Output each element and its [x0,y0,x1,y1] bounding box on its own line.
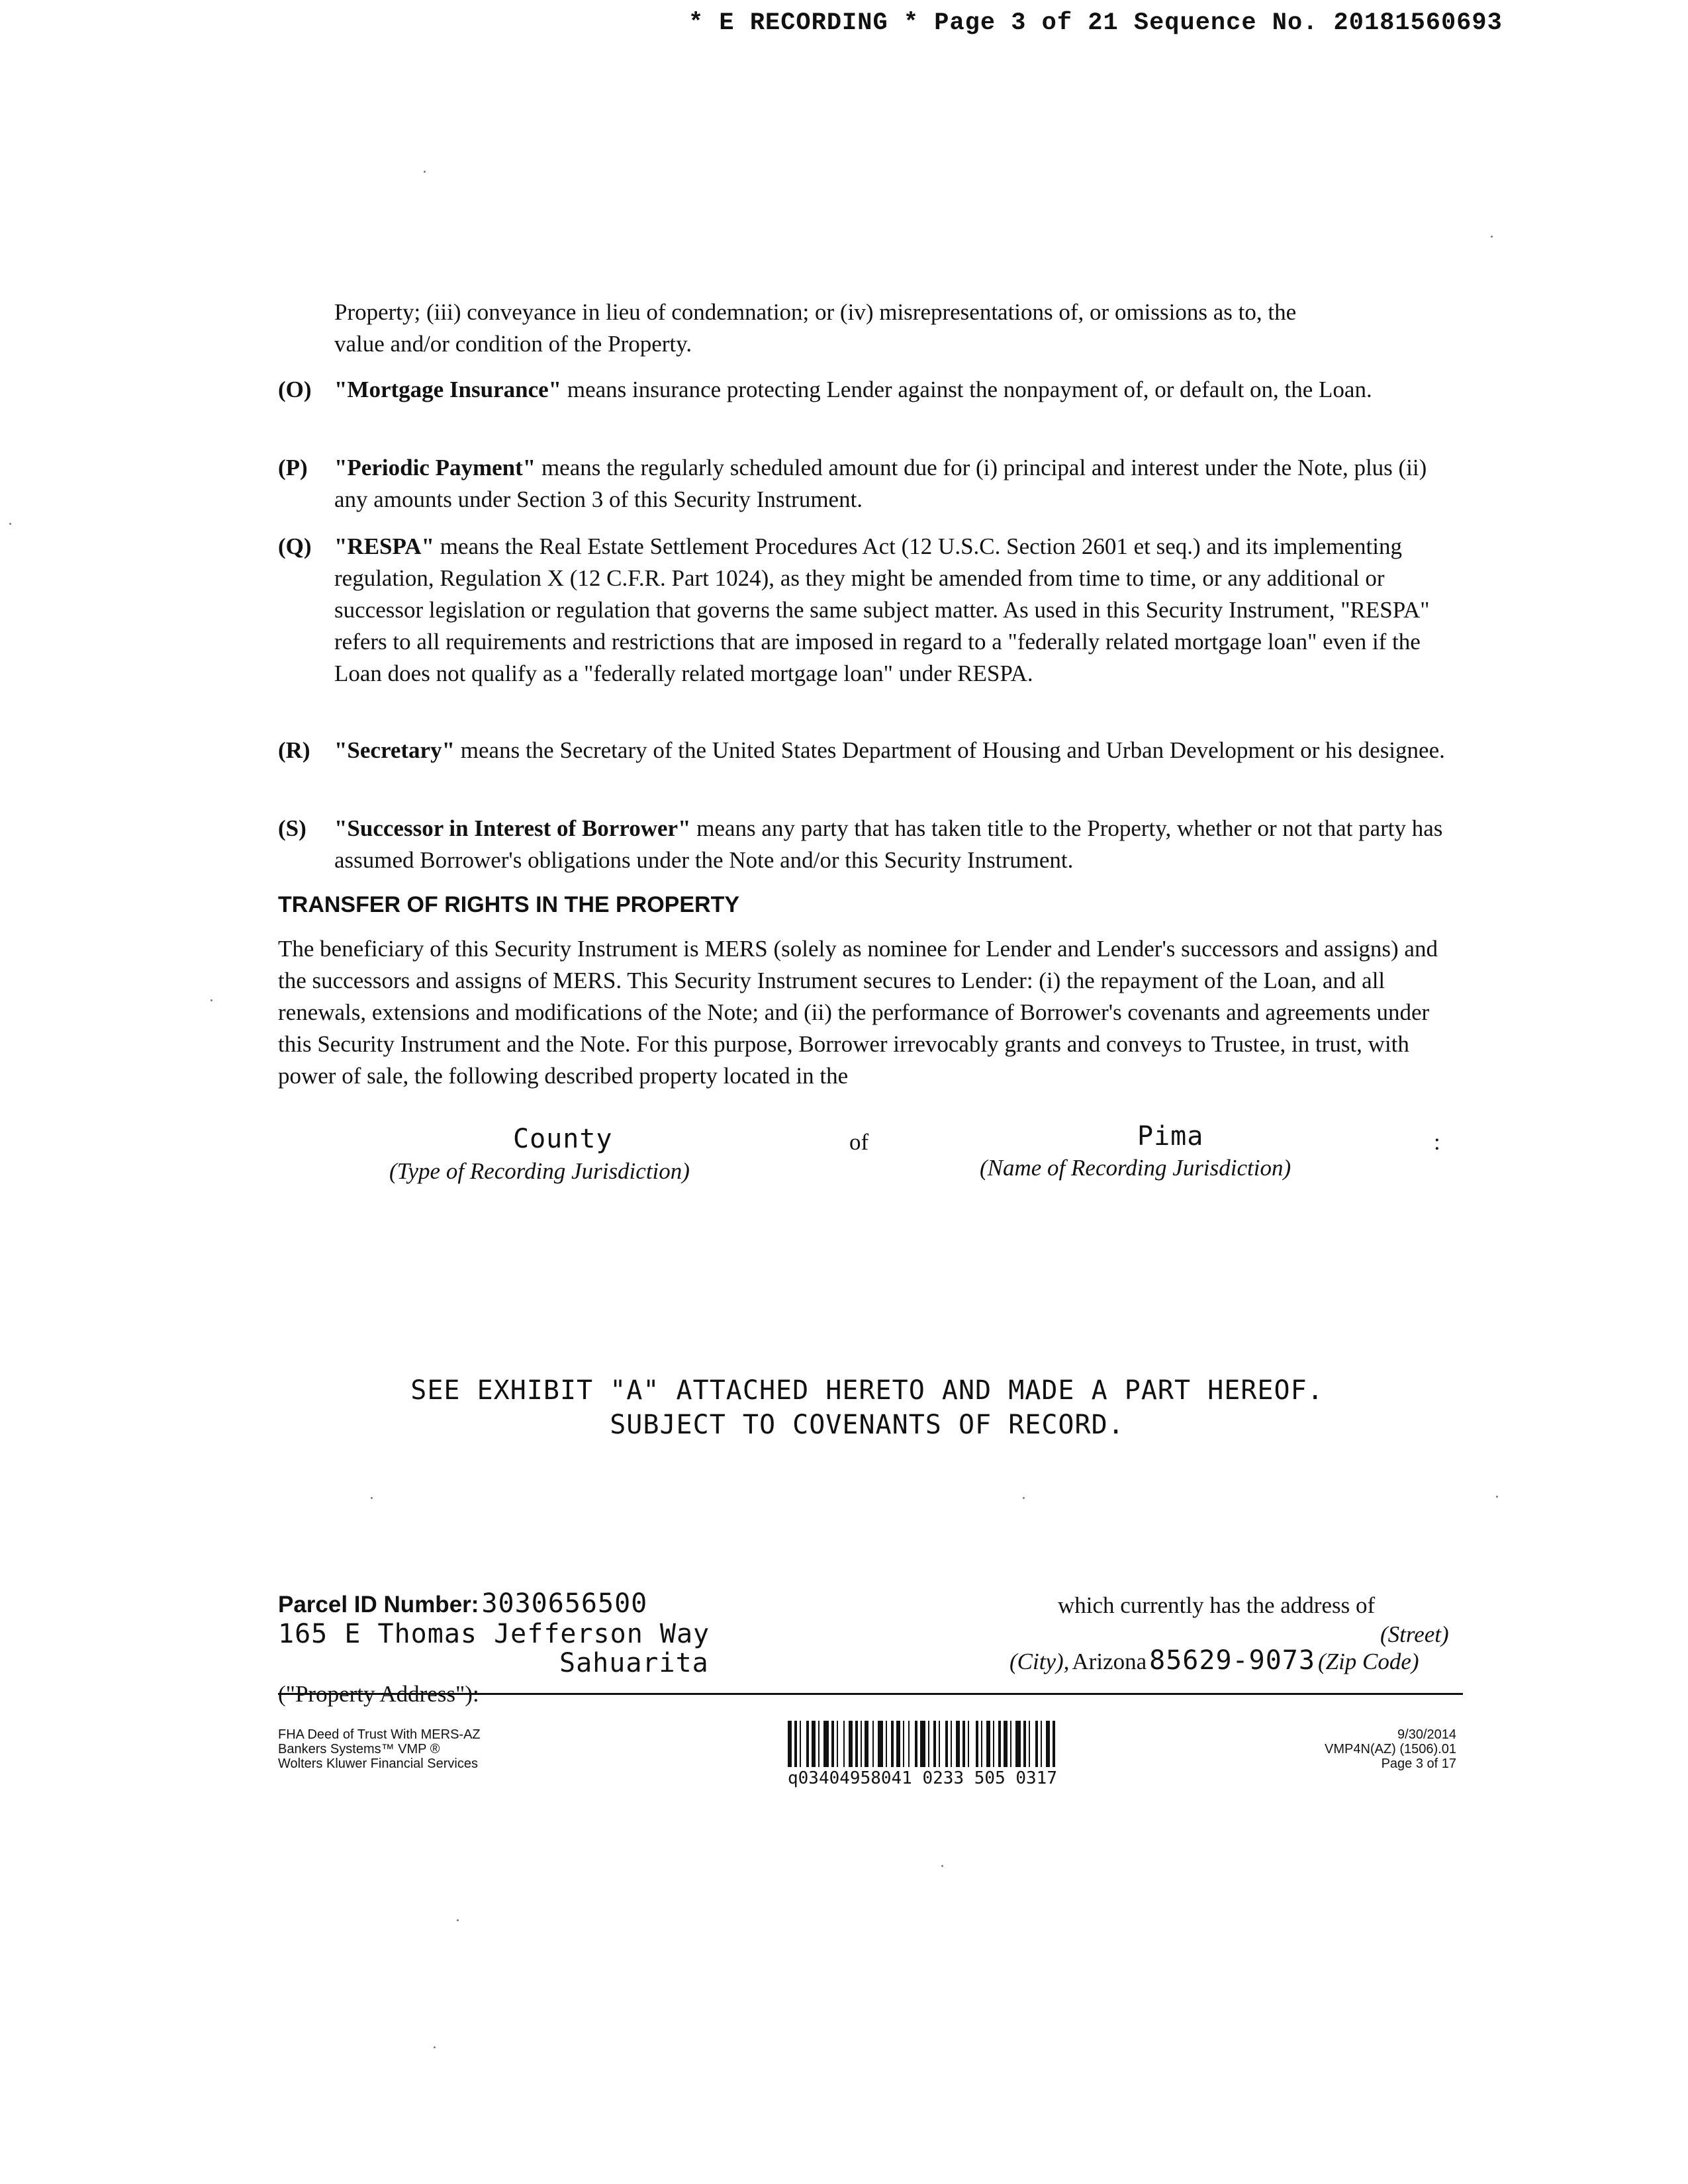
jurisdiction-name-value: Pima [1137,1121,1204,1152]
definition-label: (P) [278,455,308,480]
definition-text: means the Secretary of the United States Department of Housing and Urban Development or his designee. [455,737,1445,763]
of-word: of [849,1129,869,1155]
barcode-bar [1004,1721,1008,1767]
parcel-line [278,1588,647,1619]
barcode-bar [1029,1721,1030,1767]
scan-speck [1491,236,1493,238]
barcode-bar [843,1721,845,1767]
barcode-bar [968,1721,969,1767]
barcode-bar [812,1721,816,1767]
barcode-bar [998,1721,1001,1767]
definition-s [278,813,1463,876]
city-value: Sahuarita [559,1648,709,1678]
barcode-bar [865,1721,868,1767]
barcode-bar [794,1721,797,1767]
form-line-1: FHA Deed of Trust With MERS-AZ [278,1727,481,1742]
definition-term: "RESPA" [334,533,435,559]
street-label: (Street) [1380,1621,1449,1647]
barcode-bar [806,1721,809,1767]
form-page: Page 3 of 17 [1381,1756,1456,1771]
barcode-bar [939,1721,940,1767]
definition-term: "Successor in Interest of Borrower" [334,815,691,841]
transfer-paragraph: The beneficiary of this Security Instrument is MERS (solely as nominee for Lender and Lender's successors and assigns) and the successors and assigns of MERS. This Security Instrument secures to Lender: (i) the repayment of the Loan, and all renewals, extensions and modifications of the Note; and (ii) the performance of Borrower's covenants and agreements under this Security Instrument and the Note. For this purpose, Borrower irrevocably grants and conveys to Trustee, in trust, with power of sale, the following described property located in the [278,936,1438,1089]
scan-speck [941,1865,943,1867]
barcode-bar [861,1721,862,1767]
continuation-text [334,296,1460,360]
definition-term: "Mortgage Insurance" [334,377,562,402]
definition-label: (S) [278,815,306,841]
barcode-bar [878,1721,883,1767]
barcode-bar [872,1721,874,1767]
footer-rule [278,1693,1463,1695]
definition-r [278,735,1463,766]
definition-text: means the Real Estate Settlement Procedures Act (12 U.S.C. Section 2601 et seq.) and its implementing regulation, Regulation X (12 C.F.R. Part 1024), as they might be amended from time to time, or any additional or successor legislation or regulation that governs the same subject matter. As used in this Security Instrument, "RESPA" refers to all requirements and restrictions that are imposed in regard to a "federally related mortgage loan" even if the Loan does not qualify as a "federally related mortgage loan" under RESPA. [334,533,1430,686]
city-label: (City), [1009,1649,1070,1674]
form-date: 9/30/2014 [1397,1727,1456,1742]
definition-label: (O) [278,377,312,402]
definition-text: means insurance protecting Lender against the nonpayment of, or default on, the Loan. [561,377,1372,402]
barcode-bar [1041,1721,1042,1767]
barcode [788,1721,1238,1770]
parcel-label: Parcel ID Number: [278,1592,479,1617]
barcode-bar [945,1721,948,1767]
jurisdiction-type-label: (Type of Recording Jurisdiction) [389,1158,690,1184]
parcel-id: 3030656500 [481,1588,648,1619]
barcode-bar [1015,1721,1021,1767]
form-line-2: Bankers Systems™ VMP ® [278,1742,440,1756]
scan-speck [211,999,212,1001]
scan-speck [9,523,11,525]
exhibit-line-1: SEE EXHIBIT "A" ATTACHED HERETO AND MADE A PART HEREOF. [410,1375,1324,1406]
barcode-bar [903,1721,904,1767]
barcode-bar [986,1721,990,1767]
barcode-bar [886,1721,887,1767]
barcode-bar [908,1721,910,1767]
barcode-bar [823,1721,829,1767]
barcode-bars [788,1721,1238,1767]
scan-speck [434,2046,436,2048]
barcode-bar [1023,1721,1026,1767]
barcode-bar [928,1721,929,1767]
address-intro: which currently has the address of [1058,1592,1376,1618]
state-value: Arizona [1072,1649,1147,1674]
barcode-bar [976,1721,978,1767]
form-code: VMP4N(AZ) (1506).01 [1325,1742,1456,1756]
barcode-bar [1035,1721,1038,1767]
barcode-bar [956,1721,960,1767]
barcode-bar [951,1721,952,1767]
barcode-bar [981,1721,982,1767]
zip-value: 85629-9073 [1149,1645,1315,1676]
scan-speck [457,1919,459,1921]
scan-speck [1496,1496,1498,1498]
property-address-label: ("Property Address"): [278,1681,479,1707]
continuation-line-1: Property; (iii) conveyance in lieu of condemnation; or (iv) misrepresentations of, or omissions as to, the [334,299,1297,325]
barcode-bar [849,1721,853,1767]
barcode-bar [920,1721,925,1767]
section-title: TRANSFER OF RIGHTS IN THE PROPERTY [278,892,740,917]
definition-label: (Q) [278,533,312,559]
jurisdiction-colon: : [1434,1129,1440,1155]
city-state-zip-line [1009,1645,1419,1678]
jurisdiction-type-value: County [513,1124,613,1154]
definition-text: means any party that has taken title to the Property, whether or not that party has assumed Borrower's obligations under the Note and/or this Security Instrument. [334,815,1443,873]
barcode-number: q03404958041 0233 505 0317 [788,1768,1057,1788]
barcode-bar [933,1721,936,1767]
exhibit-line-2: SUBJECT TO COVENANTS OF RECORD. [610,1410,1125,1440]
barcode-bar [896,1721,900,1767]
definition-term: "Secretary" [334,737,455,763]
barcode-bar [837,1721,838,1767]
jurisdiction-name-label: (Name of Recording Jurisdiction) [980,1155,1291,1181]
barcode-bar [831,1721,834,1767]
definition-term: "Periodic Payment" [334,455,536,480]
definition-text: means the regularly scheduled amount due for (i) principal and interest under the Note, plus (ii) any amounts under Section 3 of this Security Instrument. [334,455,1427,512]
barcode-bar [1010,1721,1011,1767]
barcode-bar [915,1721,917,1767]
barcode-bar [788,1721,792,1767]
form-identification [278,1727,481,1771]
recording-stamp: * E RECORDING * Page 3 of 21 Sequence No. 20181560693 [688,9,1503,37]
barcode-bar [993,1721,994,1767]
street-value: 165 E Thomas Jefferson Way [278,1619,710,1649]
barcode-bar [1046,1721,1050,1767]
scan-speck [424,171,426,173]
definition-p [278,452,1463,516]
definition-label: (R) [278,737,310,763]
form-line-3: Wolters Kluwer Financial Services [278,1756,478,1771]
scan-speck [371,1497,373,1499]
form-version [1258,1727,1456,1771]
barcode-bar [891,1721,894,1767]
barcode-bar [855,1721,858,1767]
exhibit-reference [278,1373,1456,1442]
barcode-bar [962,1721,965,1767]
definition-o [278,374,1463,406]
barcode-bar [818,1721,820,1767]
barcode-bar [1053,1721,1055,1767]
continuation-line-2: value and/or condition of the Property. [334,331,692,357]
scan-speck [1023,1497,1025,1499]
barcode-bar [800,1721,801,1767]
definition-q [278,531,1463,690]
zip-label: (Zip Code) [1317,1649,1419,1674]
